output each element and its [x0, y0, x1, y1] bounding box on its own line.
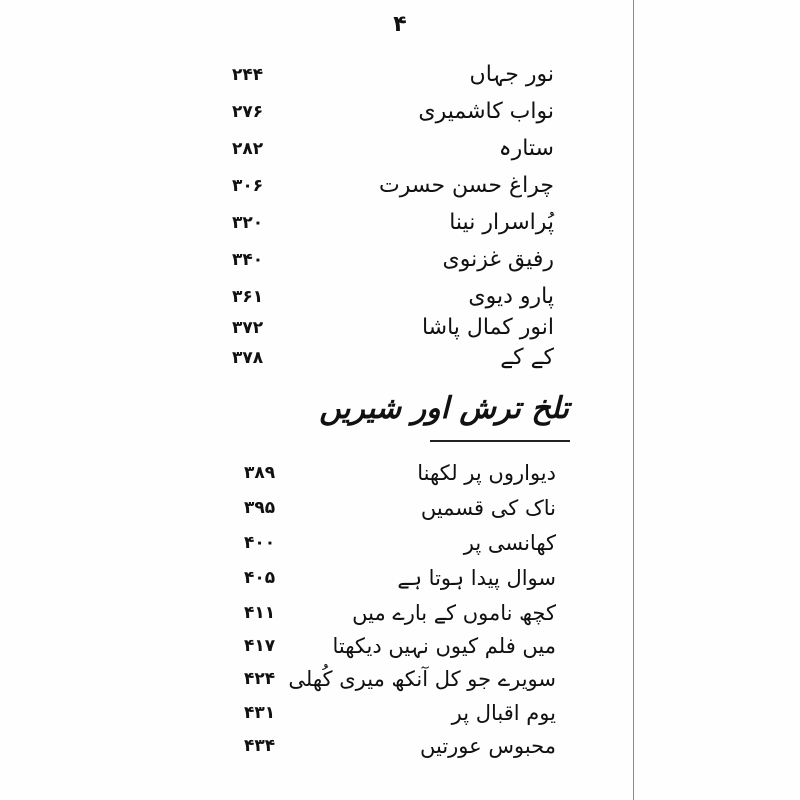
- toc-entry[interactable]: [0, 631, 800, 661]
- toc-entry[interactable]: [0, 60, 800, 90]
- toc-entry[interactable]: [0, 171, 800, 201]
- toc-entry[interactable]: [0, 493, 800, 523]
- toc-entry-title: سویرے جو کل آنکھ میری کُھلی: [288, 667, 556, 691]
- toc-entry-title: میں فلم کیوں نہیں دیکھتا: [332, 634, 556, 658]
- toc-entry-page: ۲۸۲: [232, 139, 264, 159]
- toc-entry-page: ۴۰۰: [244, 533, 276, 553]
- toc-entry-title: کے کے: [500, 345, 554, 370]
- toc-entry[interactable]: [0, 598, 800, 628]
- toc-entry-page: ۳۶۱: [232, 287, 264, 307]
- toc-entry-page: ۳۰۶: [232, 176, 264, 196]
- toc-entry-title: کھانسی پر: [463, 531, 556, 555]
- toc-entry[interactable]: [0, 698, 800, 728]
- toc-entry[interactable]: [0, 563, 800, 593]
- toc-entry-page: ۳۷۲: [232, 318, 264, 338]
- toc-entry-title: محبوس عورتیں: [420, 734, 556, 758]
- toc-entry-page: ۳۴۰: [232, 250, 264, 270]
- section-heading-underline: [430, 440, 570, 442]
- toc-entry-title: پارو دیوی: [468, 284, 554, 309]
- toc-entry-page: ۴۰۵: [244, 568, 276, 588]
- toc-entry-title: رفیق غزنوی: [442, 247, 554, 272]
- toc-entry-title: ناک کی قسمیں: [420, 496, 556, 520]
- toc-entry-title: پُراسرار نینا: [449, 210, 554, 235]
- section-heading: تلخ ترش اور شیریں: [319, 391, 569, 426]
- toc-entry-title: نور جہاں: [469, 62, 554, 87]
- toc-entry-page: ۴۱۷: [244, 636, 276, 656]
- toc-entry[interactable]: [0, 97, 800, 127]
- toc-entry[interactable]: [0, 731, 800, 761]
- toc-entry[interactable]: [0, 343, 800, 373]
- toc-entry-page: ۴۳۴: [244, 736, 276, 756]
- toc-entry[interactable]: [0, 208, 800, 238]
- toc-entry-title: دیواروں پر لکھنا: [417, 461, 556, 485]
- toc-entry-page: ۳۸۹: [244, 463, 276, 483]
- toc-entry-title: یوم اقبال پر: [451, 701, 556, 725]
- toc-entry[interactable]: [0, 664, 800, 694]
- toc-entry[interactable]: [0, 282, 800, 312]
- toc-entry-title: کچھ ناموں کے بارے میں: [352, 601, 556, 625]
- toc-entry[interactable]: [0, 458, 800, 488]
- toc-entry[interactable]: [0, 245, 800, 275]
- toc-entry-page: ۲۷۶: [232, 102, 264, 122]
- page-number: ۴: [393, 12, 407, 37]
- toc-entry-page: ۲۴۴: [232, 65, 264, 85]
- toc-entry-page: ۳۹۵: [244, 498, 276, 518]
- toc-entry-page: ۳۷۸: [232, 348, 264, 368]
- toc-entry-title: چراغ حسن حسرت: [378, 173, 554, 198]
- toc-entry-title: انور کمال پاشا: [421, 315, 554, 340]
- toc-entry-page: ۴۳۱: [244, 703, 276, 723]
- toc-entry-title: نواب کاشمیری: [418, 99, 554, 124]
- toc-entry[interactable]: [0, 134, 800, 164]
- toc-entry-page: ۴۱۱: [244, 603, 276, 623]
- toc-entry[interactable]: [0, 313, 800, 343]
- toc-entry-title: ستارہ: [498, 136, 554, 161]
- toc-entry-page: ۴۲۴: [244, 669, 276, 689]
- toc-entry-page: ۳۲۰: [232, 213, 264, 233]
- toc-entry-title: سوال پیدا ہوتا ہے: [397, 566, 556, 590]
- toc-entry[interactable]: [0, 528, 800, 558]
